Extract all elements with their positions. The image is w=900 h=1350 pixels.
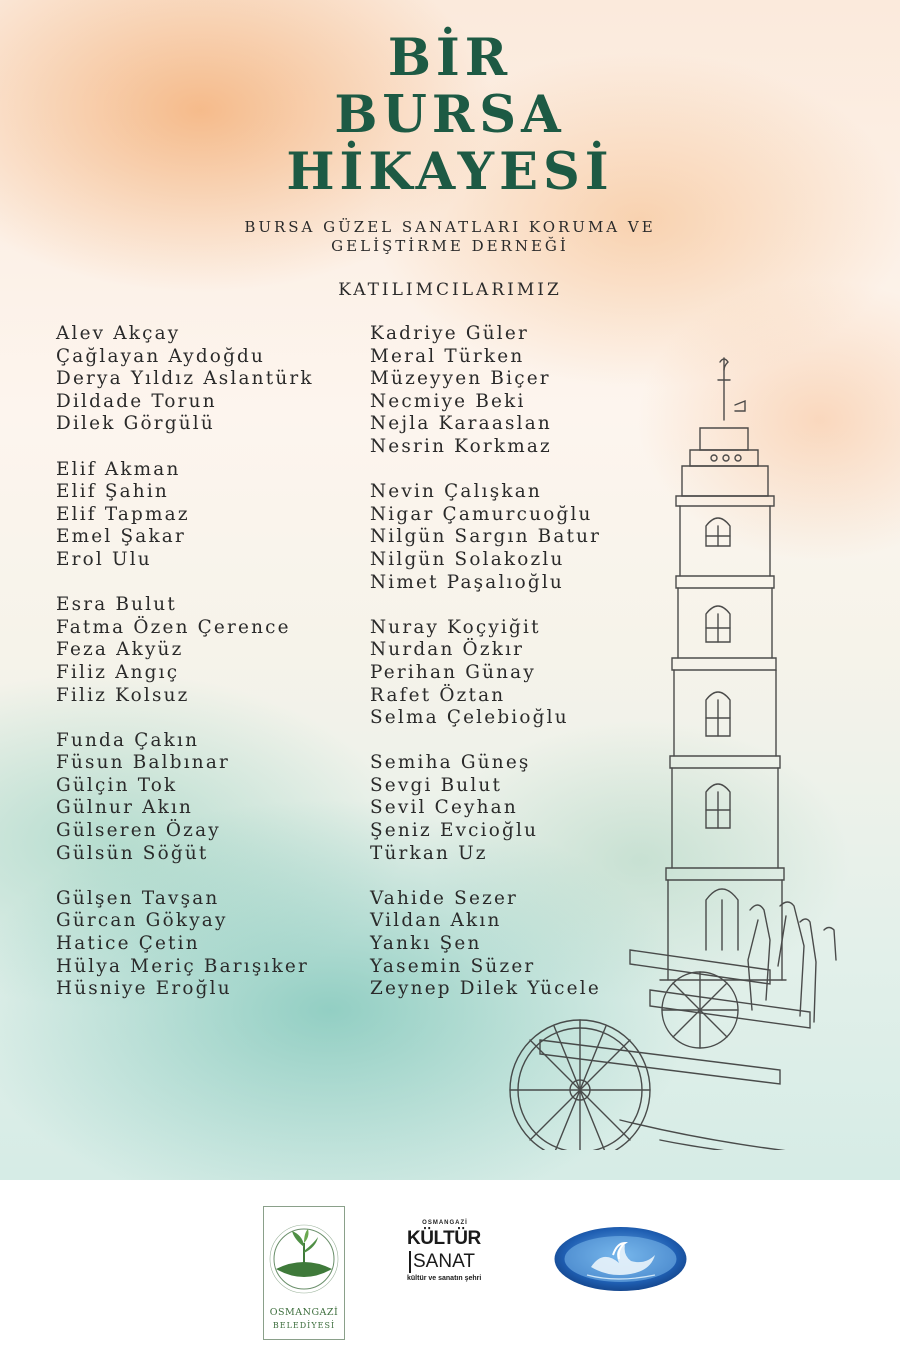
clock-tower-sketch [500,350,900,1150]
participant-name: Dildade Torun [56,390,217,412]
participant-name: Nigar Çamurcuoğlu [370,503,593,525]
participant-name: Kadriye Güler [370,323,529,344]
participants-left-column [56,323,314,1023]
participant-name: Semiha Güneş [370,752,531,774]
participant-name: Gürcan Gökyay [56,910,228,932]
participant-name: Selma Çelebioğlu [370,707,569,729]
participant-name: Gülşen Tavşan [56,887,220,909]
participant-name: Elif Akman [56,458,181,480]
participants-heading: KATILIMCILARIMIZ [338,280,562,300]
kultur-sanat-logo-line2: SANAT [409,1251,475,1273]
participant-name: Gülnur Akın [56,797,194,819]
participant-name: Erol Ulu [56,548,152,570]
participant-name: Vahide Sezer [370,887,519,909]
left-name-group [56,459,314,572]
participant-name: Gülseren Özay [56,820,221,842]
participant-name: Sevgi Bulut [370,774,503,796]
participant-name: Elif Tapmaz [56,503,190,525]
participant-name: Feza Akyüz [56,639,184,661]
kultur-sanat-logo-line1: KÜLTÜR [407,1228,481,1249]
participant-name: Emel Şakar [56,526,186,548]
participant-name: Nejla Karaaslan [370,413,552,435]
participant-name: Dilek Görgülü [56,413,215,435]
participant-name: Hülya Meriç Barışıker [56,955,309,977]
participant-name: Funda Çakın [56,729,200,751]
participant-name: Türkan Uz [370,842,488,864]
title-line-2: BURSA [334,85,566,145]
left-name-group [56,730,314,866]
participant-name: Gülçin Tok [56,774,178,796]
participant-name: Necmiye Beki [370,390,526,412]
kultur-sanat-logo-tagline: kültür ve sanatın şehri [407,1275,482,1282]
participant-name: Yasemin Süzer [370,955,536,977]
participant-name: Filiz Angıç [56,661,180,683]
participant-name: Hüsniye Eroğlu [56,978,232,1000]
title-line-1: BİR [387,28,513,88]
left-name-group [56,323,314,436]
kultur-sanat-logo-top: OSMANGAZİ [422,1220,468,1226]
participant-name: Elif Şahin [56,481,169,503]
participant-name: Nurdan Özkır [370,639,525,661]
participant-name: Nilgün Sargın Batur [370,526,602,548]
osmangazi-logo-sub: BELEDİYESİ [272,1321,336,1330]
participant-name: Derya Yıldız Aslantürk [56,368,314,390]
kultur-sanat-logo [405,1220,500,1290]
participant-name: Hatice Çetin [56,933,200,955]
osmangazi-municipality-logo [263,1206,345,1340]
participant-name: Nuray Koçyiğit [370,616,541,638]
participant-name: Müzeyyen Biçer [370,368,551,390]
participant-name: Şeniz Evcioğlu [370,820,539,842]
participant-name: Zeynep Dilek Yücele [370,978,601,1000]
osmangazi-logo-name: OSMANGAZİ [269,1307,339,1318]
title-line-3: HİKAYESİ [286,142,614,202]
participant-name: Meral Türken [370,345,525,367]
poster-title [0,30,900,201]
participant-name: Alev Akçay [56,323,181,344]
participant-name: Sevil Ceyhan [370,797,518,819]
left-name-group [56,594,314,707]
participant-name: Perihan Günay [370,661,536,683]
association-name: BURSA GÜZEL SANATLARI KORUMA VE GELİŞTİRME DERNEĞİ [244,218,656,255]
participant-name: Nevin Çalışkan [370,481,542,503]
participant-name: Yankı Şen [370,933,482,955]
osmangazi-emblem-icon [264,1207,344,1305]
participant-name: Rafet Öztan [370,684,506,706]
participant-name: Nimet Paşalıoğlu [370,571,564,593]
participant-name: Vildan Akın [370,910,502,932]
participant-name: Füsun Balbınar [56,752,230,774]
participant-name: Gülsün Söğüt [56,842,209,864]
participant-name: Çağlayan Aydoğdu [56,345,266,367]
participant-name: Esra Bulut [56,594,177,616]
association-swan-logo-icon [553,1225,688,1293]
participant-name: Nesrin Korkmaz [370,435,552,457]
left-name-group [56,888,314,1001]
participant-name: Filiz Kolsuz [56,684,190,706]
participant-name: Fatma Özen Çerence [56,616,291,638]
participant-name: Nilgün Solakozlu [370,548,565,570]
